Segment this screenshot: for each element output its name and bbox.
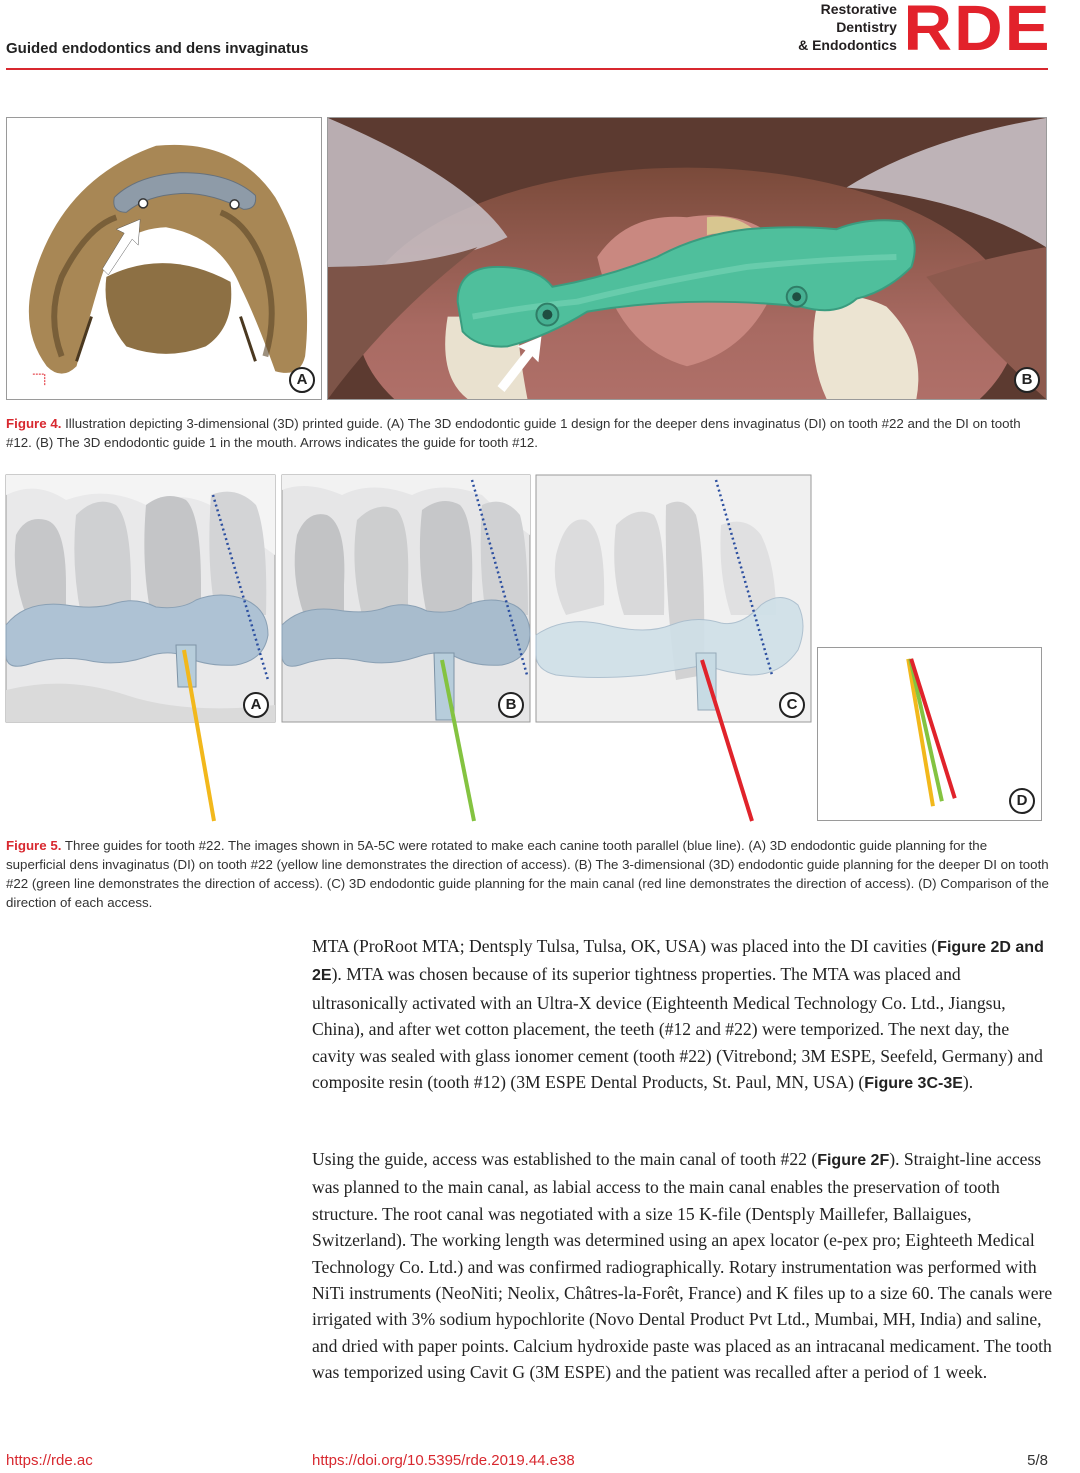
body-paragraph-1	[312, 933, 1054, 1097]
page-number: 5/8	[1027, 1452, 1048, 1469]
figure-5d-image	[817, 647, 1042, 821]
journal-brand[interactable]	[798, 0, 1052, 64]
journal-name-line-1: Restorative	[820, 1, 897, 17]
panel-label-5a: A	[243, 692, 269, 718]
p2-text-2: ). Straight-line access was planned to the main canal, as labial access to the main canal enables the preservation of tooth structure. The root canal was negotiated with a size 15 K-file (Dentsply Maillefer, Ballaigues, Switzerland). The working length was determined using an apex locator (e-pex pro; Eighteeth Medical Technology Co. Ltd.) and was confirmed radiographically. Rotary instrumentation was performed with NiTi instruments (NeoNiti; Neolix, Châtres-la-Forêt, France) and K files up to a size 60. The canals were irrigated with 3% sodium hypochlorite (Novo Dental Product Pvt Ltd., Mumbai, MH, India) and saline, and dried with paper points. Calcium hydroxide paste was placed as an intracanal medicament. The tooth was temporized using Cavit G (3M ESPE) and the patient was recalled after a period of 1 week.	[312, 1149, 1053, 1383]
figure-5-caption	[6, 836, 1050, 912]
panel-label-5b: B	[498, 692, 524, 718]
body-paragraph-2	[312, 1146, 1054, 1386]
panel-label-5c: C	[779, 692, 805, 718]
panel-label-5d: D	[1009, 788, 1035, 814]
figure-2d-2e-link[interactable]: Figure 2D and 2E	[312, 939, 1044, 985]
figure-5a-image	[6, 475, 275, 722]
journal-name	[798, 0, 897, 54]
figure-4-label: Figure 4.	[6, 416, 62, 431]
running-title: Guided endodontics and dens invaginatus	[6, 40, 309, 57]
figure-4-caption-text: Illustration depicting 3-dimensional (3D) printed guide. (A) The 3D endodontic guide 1 design for the deeper dens invaginatus (DI) on tooth #22 and the DI on tooth #12. (B) The 3D endodontic guide 1 in the mouth. Arrows indicates the guide for tooth #12.	[6, 416, 1021, 450]
p2-text-1: Using the guide, access was established to the main canal of tooth #22 (	[312, 1149, 818, 1169]
p1-text-2: ). MTA was chosen because of its superior tightness properties. The MTA was placed and ultrasonically activated with an Ultra-X device (Eighteenth Medical Technology Co. Ltd., Jiangsu, China), and after wet cotton placement, the teeth (#12 and #22) were temporized. The next day, the cavity was sealed with glass ionomer cement (tooth #22) (Vitrebond; 3M ESPE, Seefeld, Germany) and composite resin (tooth #12) (3M ESPE Dental Products, St. Paul, MN, USA) (	[312, 964, 1043, 1093]
p1-text-1: MTA (ProRoot MTA; Dentsply Tulsa, Tulsa, OK, USA) was placed into the DI cavities (	[312, 936, 938, 956]
footer-doi-link[interactable]: https://doi.org/10.5395/rde.2019.44.e38	[312, 1452, 575, 1469]
figure-3c-3e-link[interactable]: Figure 3C-3E	[864, 1075, 963, 1093]
figure-5c-image	[536, 475, 811, 722]
panel-label-4a: A	[289, 367, 315, 393]
journal-name-line-2: Dentistry	[836, 19, 897, 35]
p1-text-3: ).	[962, 1072, 974, 1093]
figure-4a-image	[6, 117, 322, 400]
journal-name-line-3: & Endodontics	[798, 37, 897, 53]
panel-label-4b: B	[1014, 367, 1040, 393]
figure-5-label: Figure 5.	[6, 838, 62, 853]
header-divider	[6, 68, 1048, 70]
figure-4-caption	[6, 414, 1050, 452]
figure-5-caption-text: Three guides for tooth #22. The images shown in 5A-5C were rotated to make each canine tooth parallel (blue line). (A) 3D endodontic guide planning for the superficial dens invaginatus (DI) on tooth #22 (yellow line demonstrates the direction of access). (B) The 3-dimensional (3D) endodontic guide planning for the deeper DI on tooth #22 (green line demonstrates the direction of access). (C) 3D endodontic guide planning for the main canal (red line demonstrates the direction of access). (D) Comparison of the direction of each access.	[6, 838, 1049, 910]
journal-logo: RDE	[903, 0, 1052, 64]
figure-2f-link[interactable]: Figure 2F	[817, 1152, 890, 1169]
figure-5b-image	[282, 475, 530, 722]
footer-site-link[interactable]: https://rde.ac	[6, 1452, 93, 1469]
figure-4b-image	[327, 117, 1047, 400]
